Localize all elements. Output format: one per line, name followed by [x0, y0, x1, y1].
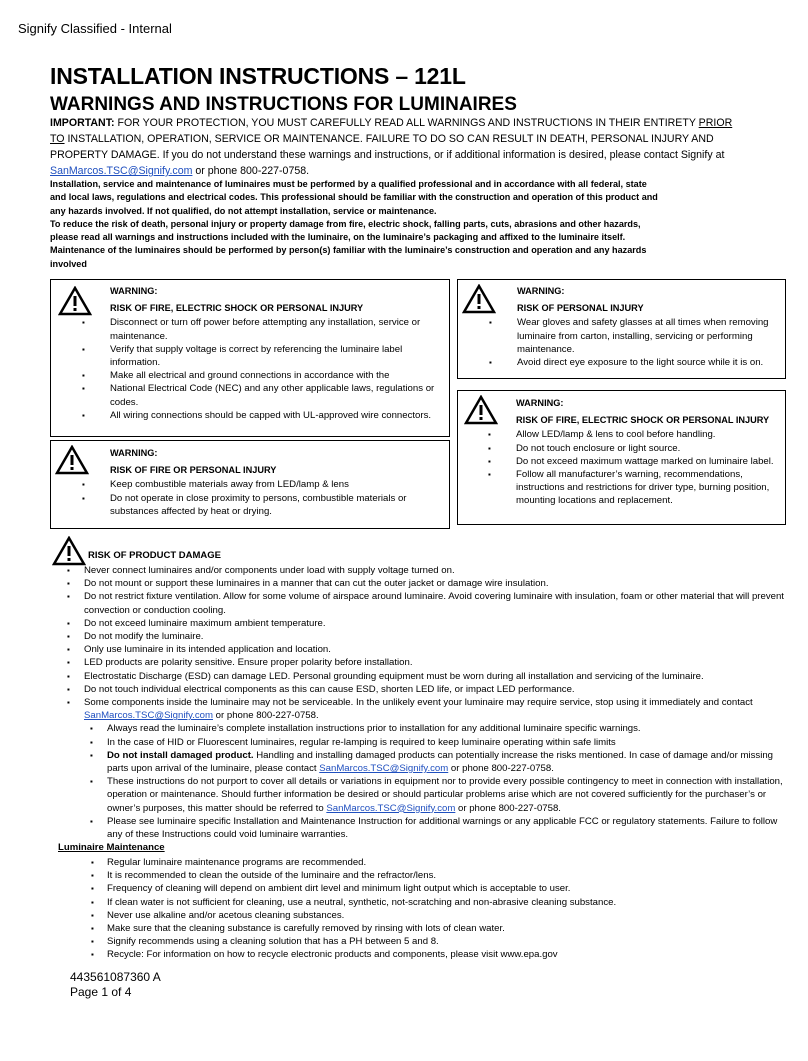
list-item: ▪ Signify recommends using a cleaning solution that has a PH between 5 and 8. — [107, 935, 787, 948]
warning-triangle-icon — [58, 286, 92, 316]
phone-text: or phone 800-227-0758. — [448, 763, 554, 775]
support-email-link[interactable]: SanMarcos.TSC@Signify.com — [319, 763, 449, 775]
warning-item: ▪ Do not operate in close proximity to persons, combustible materials or substances affected by heat or drying. — [110, 492, 445, 518]
warning-triangle-icon — [462, 284, 496, 314]
warning-box-heat — [457, 390, 786, 525]
warning-item: ▪ Wear gloves and safety glasses at all times when removing luminaire from carton, installing, servicing or performing maintenance. — [517, 316, 782, 356]
warning-item: ▪ Make all electrical and ground connections in accordance with the — [110, 369, 445, 382]
sub-list-item — [107, 775, 784, 815]
serviceable-text: Some components inside the luminaire may not be serviceable. In the unlikely event your luminaire may require service, stop using it immediately and contact — [84, 697, 753, 709]
important-label: IMPORTANT: — [50, 117, 115, 129]
warning-item: ▪ Avoid direct eye exposure to the light source while it is on. — [517, 356, 782, 369]
list-item: ▪ Never connect luminaires and/or components under load with supply voltage turned on. — [84, 564, 784, 577]
classification-label: Signify Classified - Internal — [18, 21, 172, 36]
maintenance-title: Luminaire Maintenance — [58, 842, 165, 853]
warning-item: ▪ All wiring connections should be capped with UL-approved wire connectors. — [110, 409, 445, 422]
list-item: ▪ Make sure that the cleaning substance is carefully removed by rinsing with lots of clean water. — [107, 922, 787, 935]
sub-list-item — [107, 749, 784, 775]
list-item: ▪ LED products are polarity sensitive. Ensure proper polarity before installation. — [84, 656, 784, 669]
warning-label: WARNING: — [516, 398, 564, 408]
document-number: 443561087360 A — [70, 970, 161, 984]
page-number: Page 1 of 4 — [70, 985, 132, 999]
important-text: FOR YOUR PROTECTION, YOU MUST CAREFULLY READ ALL WARNINGS AND INSTRUCTIONS IN THEIR ENTIRETY — [114, 117, 699, 129]
list-item: ▪ Only use luminaire in its intended application and location. — [84, 643, 784, 656]
list-item: ▪ Do not touch individual electrical components as this can cause ESD, shorten LED life, or impact LED performance. — [84, 683, 784, 696]
warning-item: ▪ Verify that supply voltage is correct by referencing the luminaire label information. — [110, 343, 445, 369]
warning-item: ▪ Do not touch enclosure or light source. — [516, 442, 781, 455]
disclaimer-text: These instructions do not purport to cover all details or variations in equipment nor to provide every possible contingency to meet in connection with installation, operation or maintenance. Should further information be desired or should particular problems arise which are not covered sufficiently for the purchaser’s or owner’s purposes, this matter should be referred to — [107, 776, 783, 814]
warning-item: ▪ Allow LED/lamp & lens to cool before handling. — [516, 428, 781, 441]
document-subtitle: WARNINGS AND INSTRUCTIONS FOR LUMINAIRES — [50, 94, 517, 115]
warning-label: WARNING: — [110, 448, 158, 458]
list-item: ▪ Do not exceed luminaire maximum ambient temperature. — [84, 617, 784, 630]
damaged-product-label: Do not install damaged product. — [107, 749, 254, 761]
warning-box-electric — [50, 279, 450, 437]
list-item: ▪ Do not modify the luminaire. — [84, 630, 784, 643]
warning-box-personal-injury — [457, 279, 786, 379]
sub-list-item: ▪ In the case of HID or Fluorescent luminaires, regular re-lamping is required to keep luminaire operating within safe limits — [107, 736, 784, 749]
list-item: ▪ Recycle: For information on how to recycle electronic products and components, please visit www.epa.gov — [107, 948, 787, 961]
phone-text: or phone 800-227-0758. — [455, 802, 561, 814]
important-text-2: INSTALLATION, OPERATION, SERVICE OR MAINTENANCE. FAILURE TO DO SO CAN RESULT IN DEATH, PERSONAL INJURY AND PROPERTY DAMAGE. If you do not understand these warnings and instructions, or if additional information is desired, please contact Signify at — [50, 133, 725, 161]
sub-list-item: ▪ Please see luminaire specific Installation and Maintenance Instruction for additional warnings or any applicable FCC or regulatory statements. Failure to follow any of these Instructions could void luminaire warranties. — [107, 815, 784, 841]
warning-box-fire — [50, 440, 450, 529]
list-item: ▪ Frequency of cleaning will depend on ambient dirt level and minimum light output which is acceptable to user. — [107, 882, 787, 895]
warning-label: WARNING: — [517, 286, 565, 296]
warning-title: RISK OF FIRE, ELECTRIC SHOCK OR PERSONAL INJURY — [516, 415, 770, 426]
warning-item: ▪ Keep combustible materials away from LED/lamp & lens — [110, 478, 445, 491]
warning-title: RISK OF PERSONAL INJURY — [517, 303, 644, 314]
qualification-notice — [50, 178, 660, 271]
bold-paragraph: Maintenance of the luminaires should be performed by person(s) familiar with the luminaire’s construction and operation and any hazards involved — [50, 245, 647, 269]
product-damage-list — [84, 563, 784, 841]
maintenance-list — [107, 855, 787, 962]
product-damage-title: RISK OF PRODUCT DAMAGE — [88, 550, 221, 561]
warning-title: RISK OF FIRE OR PERSONAL INJURY — [110, 465, 277, 476]
list-item: ▪ Do not mount or support these luminaires in a manner that can cut the outer jacket or damage wire insulation. — [84, 577, 784, 590]
warning-label: WARNING: — [110, 286, 158, 296]
warning-triangle-icon — [464, 395, 498, 425]
prior-to-text: PRIOR TO — [50, 117, 733, 145]
page-footer — [70, 970, 161, 1000]
warning-item: ▪ Disconnect or turn off power before attempting any installation, service or maintenance. — [110, 316, 445, 342]
bold-paragraph: Installation, service and maintenance of luminaires must be performed by a qualified professional and in accordance with all federal, state and local laws, regulations and electrical codes. This professional should be familiar with the construction and operation of this product and any hazards involved. If not qualified, do not attempt installation, service or maintenance. — [50, 179, 658, 216]
support-email-link[interactable]: SanMarcos.TSC@Signify.com — [326, 802, 456, 814]
support-email-link[interactable]: SanMarcos.TSC@Signify.com — [84, 710, 213, 722]
list-item: ▪ Electrostatic Discharge (ESD) can damage LED. Personal grounding equipment must be worn during all installation and servicing of the luminaire. — [84, 670, 784, 683]
important-notice — [50, 115, 740, 179]
phone-text: or phone 800-227-0758. — [192, 165, 310, 177]
support-email-link[interactable]: SanMarcos.TSC@Signify.com — [50, 165, 193, 177]
phone-text: or phone 800-227-0758. — [213, 710, 319, 722]
list-item: ▪ Never use alkaline and/or acetous cleaning substances. — [107, 909, 787, 922]
warning-triangle-icon — [52, 536, 86, 566]
list-item: ▪ If clean water is not sufficient for cleaning, use a neutral, synthetic, not-scratching and non-abrasive cleaning substance. — [107, 896, 787, 909]
bold-paragraph: To reduce the risk of death, personal injury or property damage from fire, electric shock, falling parts, cuts, abrasions and other hazards, please read all warnings and instructions included with the luminaire, on the luminaire’s packaging and affixed to the luminaire itself. — [50, 218, 641, 243]
document-title: INSTALLATION INSTRUCTIONS – 121L — [50, 63, 466, 89]
damaged-product-text: Handling and installing damaged products can potentially increase the risks mentioned. In case of damage and/or missing parts upon arrival of the luminaire, please contact — [107, 749, 774, 775]
list-item: ▪ It is recommended to clean the outside of the luminaire and the refractor/lens. — [107, 869, 787, 882]
list-item — [84, 696, 784, 722]
sub-list-item: ▪ Always read the luminaire’s complete installation instructions prior to installation for any additional luminaire specific warnings. — [107, 722, 784, 735]
warning-title: RISK OF FIRE, ELECTRIC SHOCK OR PERSONAL INJURY — [110, 303, 364, 314]
warning-item: ▪ Follow all manufacturer’s warning, recommendations, instructions and restrictions for driver type, burning position, mounting locations and replacement. — [516, 468, 781, 508]
warning-item: ▪ National Electrical Code (NEC) and any other applicable laws, regulations or codes. — [110, 382, 445, 408]
list-item: ▪ Regular luminaire maintenance programs are recommended. — [107, 856, 787, 869]
warning-item: ▪ Do not exceed maximum wattage marked on luminaire label. — [516, 455, 781, 468]
list-item: ▪ Do not restrict fixture ventilation. Allow for some volume of airspace around luminaire. Avoid covering luminaire with insulation, foam or other material that will prevent convection or conduction cooling. — [84, 590, 784, 616]
warning-triangle-icon — [55, 445, 89, 475]
